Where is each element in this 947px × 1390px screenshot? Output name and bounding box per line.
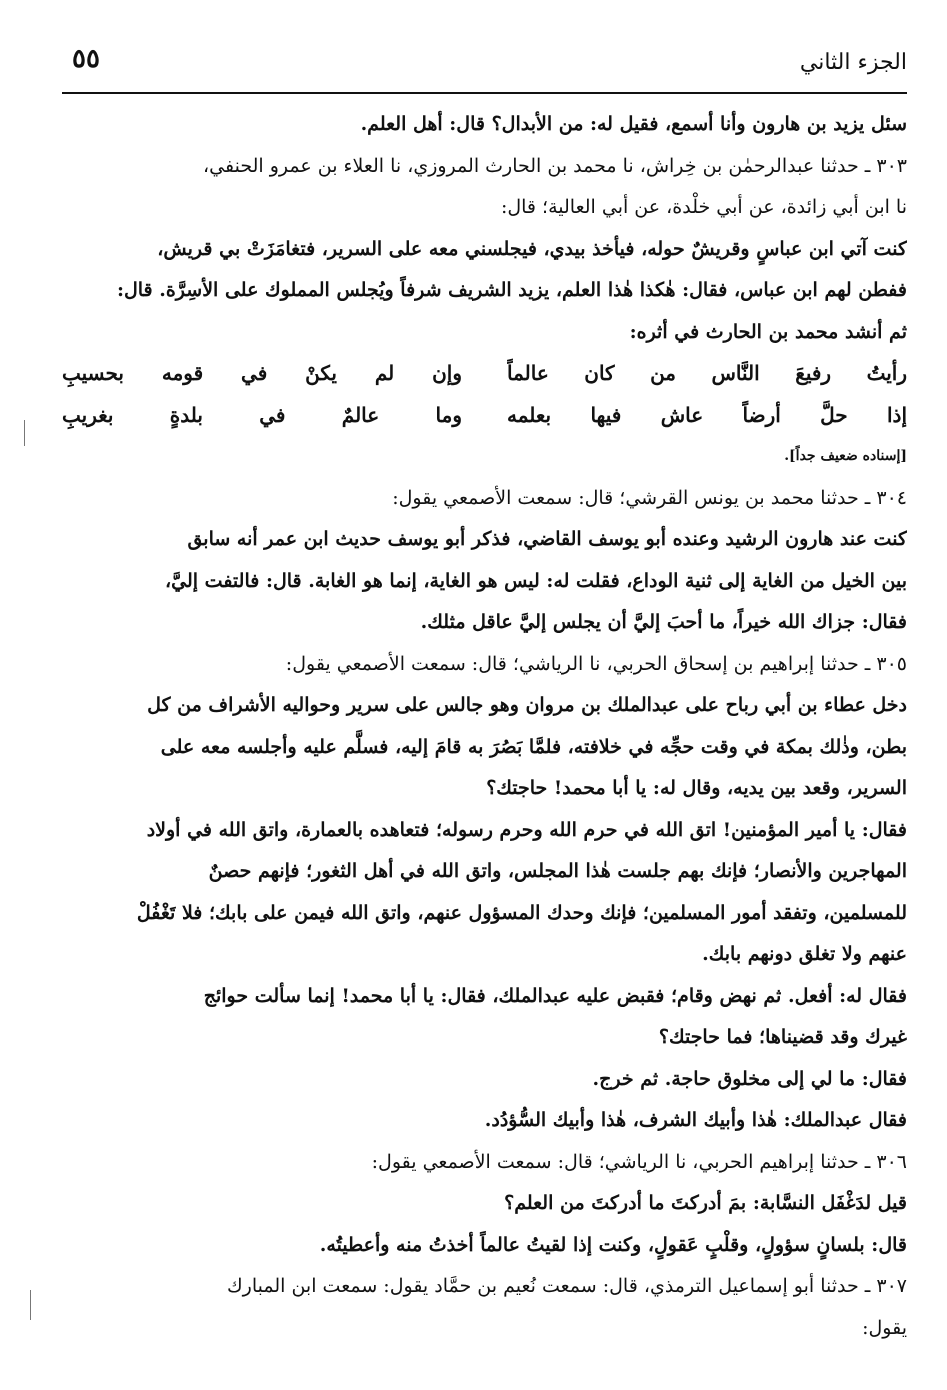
hadith-isnad-307: ٣٠٧ ـ حدثنا أبو إسماعيل الترمذي، قال: سمعت نُعيم بن حمَّاد يقول: سمعت ابن المبارك — [227, 1275, 907, 1297]
text-line: دخل عطاء بن أبي رباح على عبدالملك بن مروان وهو جالس على سرير وحواليه الأشراف من كل — [147, 694, 907, 716]
verse-second-hemistich: وإن لم يكنْ في قومه بحسيبِ — [62, 361, 462, 385]
poem-verse — [62, 353, 907, 395]
text-line: فقال: جزاك الله خيراً، ما أحبَ إليَّ أن يجلس إليَّ عاقل مثلك. — [420, 611, 907, 633]
text-line: للمسلمين، وتفقد أمور المسلمين؛ فإنك وحدك المسؤول عنهم، واتق الله فيمن على بابك؛ فلا تَغْفُلْ — [136, 901, 907, 924]
verse-first-hemistich: إذا حلَّ أرضاً عاش فيها بعلمه — [507, 402, 907, 427]
text-line: كنت آتي ابن عباسٍ وقريشٌ حوله، فيأخذ بيدي، فيجلسني معه على السرير، فتغامَزَتْ بي قريش، — [157, 237, 907, 260]
page-number: ٥٥ — [72, 44, 100, 74]
scan-speck — [30, 1290, 31, 1320]
page-header — [62, 40, 907, 94]
text-line: بين الخيل من الغاية إلى ثنية الوداع، فقلت له: ليس هو الغاية، إنما هو الغابة. قال: فالتفت إليَّ، — [165, 569, 907, 592]
text-line: سئل يزيد بن هارون وأنا أسمع، فقيل له: من الأبدال؟ قال: أهل العلم. — [360, 113, 907, 135]
text-line: قال: بلسانٍ سؤولٍ، وقلْبٍ عَقولٍ، وكنت إذا لقيتُ عالماً أخذتُ منه وأعطيتُه. — [319, 1233, 907, 1256]
page-body — [62, 104, 907, 1349]
part-title: الجزء الثاني — [799, 50, 907, 75]
text-line: المهاجرين والأنصار؛ فإنك بهم جلست هٰذا المجلس، واتق الله في أهل الثغور؛ فإنهم حصنٌ — [208, 860, 907, 882]
hadith-isnad-304: ٣٠٤ ـ حدثنا محمد بن يونس القرشي؛ قال: سمعت الأصمعي يقول: — [392, 486, 907, 509]
poem-verse — [62, 395, 907, 437]
text-line: قيل لدَغْفَل النسَّابة: بمَ أدركتَ ما أدركتَ من العلم؟ — [504, 1192, 907, 1214]
hadith-isnad-305: ٣٠٥ ـ حدثنا إبراهيم بن إسحاق الحربي، نا الرياشي؛ قال: سمعت الأصمعي يقول: — [285, 652, 907, 675]
isnad-grading-note: [إسناده ضعيف جداً]. — [784, 448, 907, 464]
text-line: عنهم ولا تغلق دونهم بابك. — [702, 943, 907, 965]
text-line: فقال له: أفعل. ثم نهض وقام؛ فقبض عليه عبدالملك، فقال: يا أبا محمد! إنما سألت حوائج — [203, 984, 907, 1007]
verse-second-hemistich: وما عالمٌ في بلدةٍ بغريبِ — [62, 402, 462, 427]
text-line: السرير، وقعد بين يديه، وقال له: يا أبا محمد! حاجتك؟ — [486, 777, 907, 799]
verse-first-hemistich: رأيتُ رفيعَ النَّاس من كان عالماً — [507, 361, 907, 385]
text-line: فقال عبدالملك: هٰذا وأبيك الشرف، هٰذا وأبيك السُّؤدُد. — [484, 1109, 907, 1131]
text-line: غيرك وقد قضيناها؛ فما حاجتك؟ — [658, 1026, 907, 1048]
hadith-isnad-306: ٣٠٦ ـ حدثنا إبراهيم الحربي، نا الرياشي؛ قال: سمعت الأصمعي يقول: — [371, 1150, 907, 1173]
text-line: فقال: ما لي إلى مخلوق حاجة. ثم خرج. — [592, 1067, 907, 1090]
text-line: فقال: يا أمير المؤمنين! اتق الله في حرم الله وحرم رسوله؛ فتعاهده بالعمارة، واتق الله في أولاد — [146, 818, 907, 841]
text-line: ففطن لهم ابن عباس، فقال: هٰكذا هٰذا العلم، يزيد الشريف شرفاً ويُجلس المملوك على الأسِرَّة. قال: — [116, 279, 907, 301]
text-line: يقول: — [862, 1316, 907, 1339]
scan-speck — [24, 420, 25, 446]
text-line: نا ابن أبي زائدة، عن أبي خلْدة، عن أبي العالية؛ قال: — [500, 196, 907, 218]
text-line: بطن، وذٰلك بمكة في وقت حجِّه في خلافته، فلمَّا بَصُرَ به قامَ إليه، فسلَّم عليه وأجلسه معه على — [160, 735, 907, 758]
hadith-isnad-303: ٣٠٣ ـ حدثنا عبدالرحمٰن بن خِراش، نا محمد بن الحارث المروزي، نا العلاء بن عمرو الحنفي، — [203, 154, 907, 177]
text-line: كنت عند هارون الرشيد وعنده أبو يوسف القاضي، فذكر أبو يوسف حديث ابن عمر أنه سابق — [187, 528, 907, 550]
text-line: ثم أنشد محمد بن الحارث في أثره: — [629, 320, 907, 343]
